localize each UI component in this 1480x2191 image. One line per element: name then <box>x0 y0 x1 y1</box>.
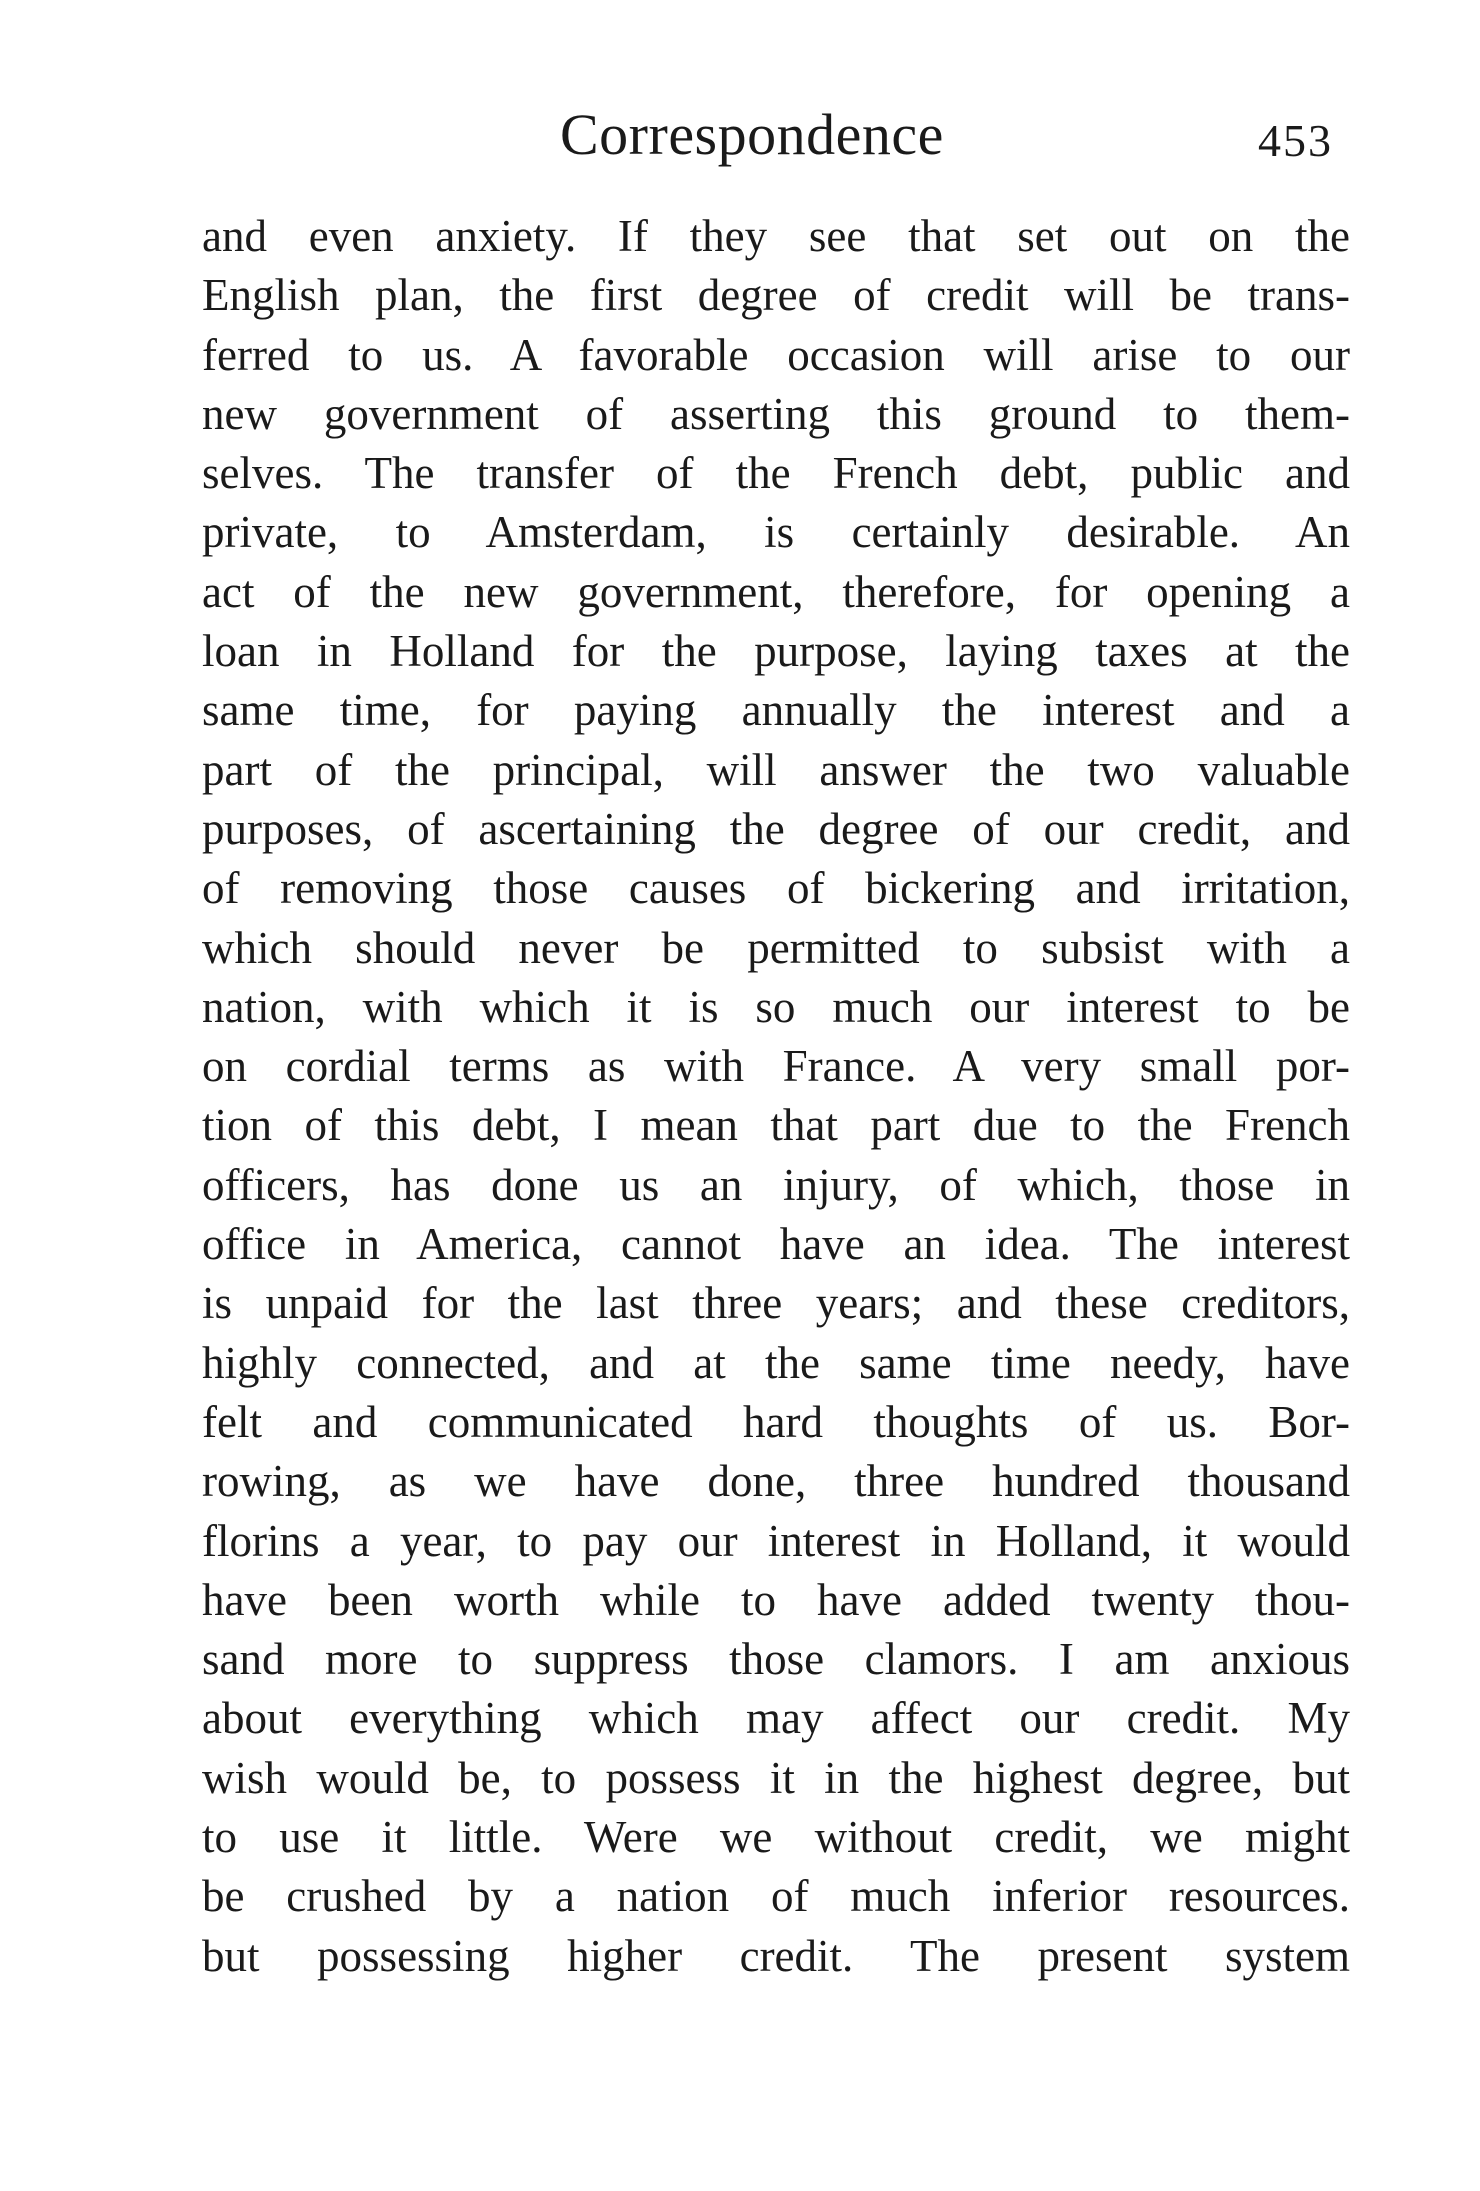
text-line: officers, has done us an injury, of which, those in <box>202 1159 1350 1210</box>
text-line: selves. The transfer of the French debt, public and <box>202 448 1350 499</box>
text-line: tion of this debt, I mean that part due to the French <box>202 1100 1350 1151</box>
text-line: same time, for paying annually the interest and a <box>202 685 1350 736</box>
text-line: be crushed by a nation of much inferior resources. <box>202 1871 1350 1922</box>
text-line: English plan, the first degree of credit will be trans- <box>202 270 1350 321</box>
chapter-title: Correspondence <box>560 102 944 167</box>
text-line: on cordial terms as with France. A very small por- <box>202 1041 1350 1092</box>
text-line: is unpaid for the last three years; and these creditors, <box>202 1278 1350 1329</box>
running-head <box>0 95 1480 175</box>
text-line: highly connected, and at the same time needy, have <box>202 1337 1350 1388</box>
text-line: and even anxiety. If they see that set out on the <box>202 211 1350 261</box>
text-line: purposes, of ascertaining the degree of our credit, and <box>202 803 1350 854</box>
text-line: nation, with which it is so much our interest to be <box>202 981 1350 1032</box>
text-line: florins a year, to pay our interest in Holland, it would <box>202 1515 1350 1566</box>
text-line: new government of asserting this ground to them- <box>202 388 1350 439</box>
text-line: of removing those causes of bickering and irritation, <box>202 863 1350 914</box>
text-line: part of the principal, will answer the two valuable <box>202 744 1350 795</box>
page-number: 453 <box>1258 115 1333 166</box>
text-line: sand more to suppress those clamors. I am anxious <box>202 1634 1350 1685</box>
text-line: felt and communicated hard thoughts of us. Bor- <box>202 1396 1350 1447</box>
text-line: loan in Holland for the purpose, laying taxes at the <box>202 626 1350 677</box>
text-line: about everything which may affect our credit. My <box>202 1693 1350 1744</box>
text-line: ferred to us. A favorable occasion will arise to our <box>202 329 1350 380</box>
text-line: wish would be, to possess it in the highest degree, but <box>202 1752 1350 1803</box>
body-text <box>202 207 1350 1986</box>
text-line: office in America, cannot have an idea. The interest <box>202 1219 1350 1270</box>
text-line: rowing, as we have done, three hundred thousand <box>202 1456 1350 1507</box>
text-line: act of the new government, therefore, for opening a <box>202 566 1350 617</box>
text-line: have been worth while to have added twenty thou- <box>202 1574 1350 1625</box>
text-line: to use it little. Were we without credit, we might <box>202 1812 1350 1863</box>
text-line: which should never be permitted to subsist with a <box>202 922 1350 973</box>
text-line: private, to Amsterdam, is certainly desirable. An <box>202 507 1350 558</box>
text-line: but possessing higher credit. The present system <box>202 1930 1350 1981</box>
